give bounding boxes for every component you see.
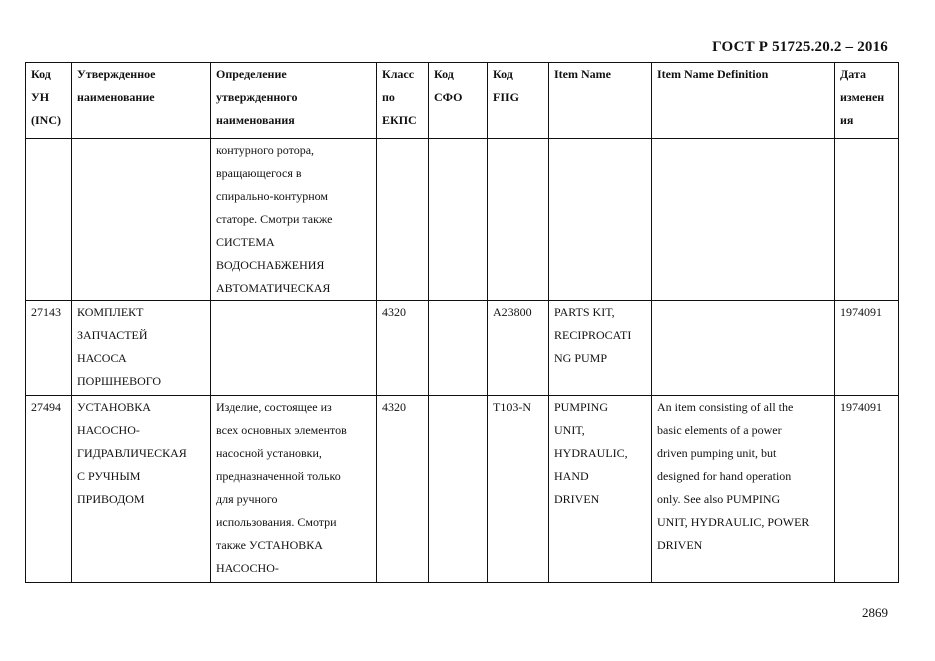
header-item-name (549, 63, 652, 139)
cell-text-line: ПОРШНЕВОГО (77, 374, 162, 388)
cell-definition (211, 396, 377, 583)
cell-ekps-class (377, 396, 429, 583)
cell-text-line: УСТАНОВКА (77, 400, 151, 414)
header-text-line: Класс (382, 67, 415, 81)
cell-text-line: КОМПЛЕКТ (77, 305, 144, 319)
table-row (26, 139, 899, 301)
classification-table (25, 62, 899, 583)
cell-text-line: вращающегося в (216, 166, 302, 180)
cell-text-line: НАСОСНО- (216, 561, 279, 575)
header-text-line: утвержденного (216, 90, 298, 104)
header-inc (26, 63, 72, 139)
header-text-line: (INC) (31, 113, 61, 127)
cell-text-line: DRIVEN (657, 538, 703, 552)
cell-text-line: ЗАПЧАСТЕЙ (77, 328, 148, 342)
cell-text-line: АВТОМАТИЧЕСКАЯ (216, 281, 331, 295)
cell-text-line: насосной установки, (216, 446, 322, 460)
header-text-line: изменен (840, 90, 885, 104)
cell-text-line: С РУЧНЫМ (77, 469, 141, 483)
header-text-line: наименование (77, 90, 155, 104)
cell-text-line: HYDRAULIC, (554, 446, 628, 460)
cell-fiig-code (488, 139, 549, 301)
cell-inc (26, 301, 72, 396)
header-text-line: Утвержденное (77, 67, 156, 81)
header-text-line: Код (434, 67, 454, 81)
cell-ekps-class (377, 139, 429, 301)
cell-item-name (549, 396, 652, 583)
cell-date (835, 301, 899, 396)
header-text-line: ия (840, 113, 854, 127)
cell-text-line: A23800 (493, 305, 532, 319)
header-text-line: Код (493, 67, 513, 81)
header-text-line: по (382, 90, 395, 104)
table-row (26, 301, 899, 396)
cell-text-line: basic elements of a power (657, 423, 782, 437)
cell-item-definition (652, 301, 835, 396)
cell-date (835, 139, 899, 301)
cell-text-line: PUMPING (554, 400, 609, 414)
cell-item-name (549, 301, 652, 396)
table-header-row (26, 63, 899, 139)
cell-text-line: 1974091 (840, 305, 882, 319)
cell-text-line: UNIT, HYDRAULIC, POWER (657, 515, 810, 529)
cell-text-line: НАСОСА (77, 351, 127, 365)
cell-text-line: спирально-контурном (216, 189, 328, 203)
header-text-line: УН (31, 90, 50, 104)
header-sfo-code (429, 63, 488, 139)
header-text-line: Item Name Definition (657, 67, 769, 81)
cell-text-line: An item consisting of all the (657, 400, 794, 414)
cell-text-line: 4320 (382, 305, 406, 319)
cell-definition (211, 139, 377, 301)
cell-text-line: для ручного (216, 492, 278, 506)
cell-text-line: T103-N (493, 400, 531, 414)
table-row (26, 396, 899, 583)
cell-text-line: driven pumping unit, but (657, 446, 777, 460)
cell-text-line: DRIVEN (554, 492, 600, 506)
cell-item-definition (652, 139, 835, 301)
header-fiig-code (488, 63, 549, 139)
cell-text-line: ВОДОСНАБЖЕНИЯ (216, 258, 325, 272)
cell-text-line: UNIT, (554, 423, 585, 437)
header-text-line: FIIG (493, 90, 520, 104)
header-text-line: Дата (840, 67, 866, 81)
header-text-line: наименования (216, 113, 295, 127)
cell-sfo-code (429, 396, 488, 583)
cell-text-line: Изделие, состоящее из (216, 400, 332, 414)
cell-text-line: НАСОСНО- (77, 423, 140, 437)
cell-text-line: HAND (554, 469, 589, 483)
cell-text-line: ПРИВОДОМ (77, 492, 145, 506)
cell-text-line: контурного ротора, (216, 143, 315, 157)
header-text-line: Определение (216, 67, 287, 81)
header-item-definition (652, 63, 835, 139)
cell-text-line: PARTS KIT, (554, 305, 615, 319)
cell-approved-name (72, 396, 211, 583)
cell-text-line: 4320 (382, 400, 406, 414)
cell-text-line: only. See also PUMPING (657, 492, 781, 506)
cell-approved-name (72, 139, 211, 301)
cell-text-line: предназначенной только (216, 469, 341, 483)
page-number: 2869 (862, 605, 888, 620)
cell-text-line: статоре. Смотри также (216, 212, 333, 226)
cell-fiig-code (488, 396, 549, 583)
header-definition (211, 63, 377, 139)
cell-text-line: всех основных элементов (216, 423, 347, 437)
cell-item-name (549, 139, 652, 301)
cell-text-line: СИСТЕМА (216, 235, 275, 249)
header-text-line: СФО (434, 90, 463, 104)
cell-fiig-code (488, 301, 549, 396)
cell-text-line: также УСТАНОВКА (216, 538, 323, 552)
cell-sfo-code (429, 139, 488, 301)
cell-text-line: 1974091 (840, 400, 882, 414)
cell-text-line: designed for hand operation (657, 469, 792, 483)
cell-text-line: RECIPROCATI (554, 328, 632, 342)
cell-definition (211, 301, 377, 396)
cell-text-line: 27143 (31, 305, 61, 319)
document-standard-header: ГОСТ Р 51725.20.2 – 2016 (712, 39, 888, 55)
cell-approved-name (72, 301, 211, 396)
header-text-line: Item Name (554, 67, 611, 81)
cell-inc (26, 139, 72, 301)
header-approved-name (72, 63, 211, 139)
cell-text-line: NG PUMP (554, 351, 608, 365)
cell-inc (26, 396, 72, 583)
header-text-line: Код (31, 67, 51, 81)
cell-item-definition (652, 396, 835, 583)
cell-ekps-class (377, 301, 429, 396)
header-ekps-class (377, 63, 429, 139)
cell-text-line: ГИДРАВЛИЧЕСКАЯ (77, 446, 187, 460)
cell-text-line: 27494 (31, 400, 61, 414)
header-text-line: ЕКПС (382, 113, 417, 127)
cell-text-line: использования. Смотри (216, 515, 337, 529)
header-date (835, 63, 899, 139)
cell-sfo-code (429, 301, 488, 396)
cell-date (835, 396, 899, 583)
